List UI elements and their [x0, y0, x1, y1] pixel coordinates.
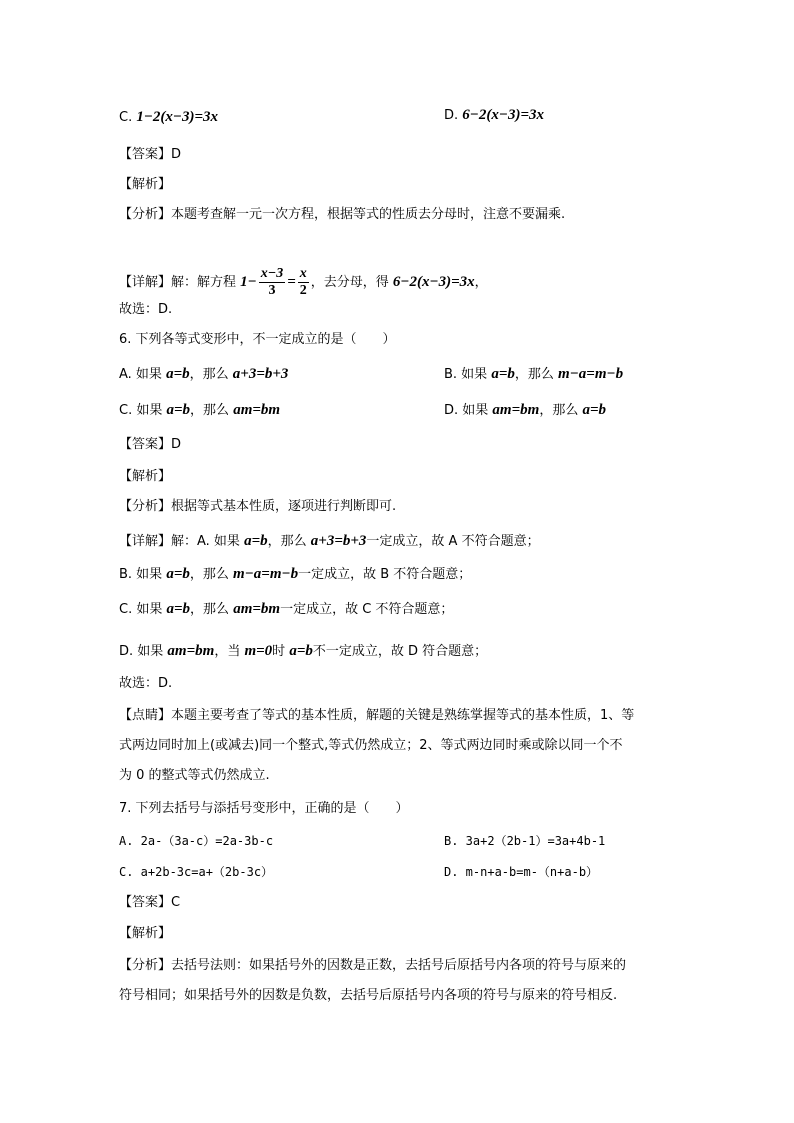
math-expression: =	[287, 274, 296, 290]
text-line	[119, 146, 181, 164]
text: D.	[444, 108, 463, 123]
math-expression: am=bm	[492, 402, 540, 418]
text: D. 如果	[444, 403, 493, 418]
text: 【答案】D	[119, 147, 182, 162]
text: 7. 下列去括号与添括号变形中，正确的是（ ）	[119, 801, 409, 816]
text: 一定成立，故 C 不符合题意；	[280, 602, 454, 617]
text-line	[119, 925, 171, 943]
text: C. 如果	[119, 602, 167, 617]
text: 式两边同时加上(或减去)同一个整式,等式仍然成立；2、等式两边同时乘或除以同一个不	[119, 738, 623, 753]
text: 一定成立，故 A 不符合题意；	[366, 534, 540, 549]
fraction-numerator: x−3	[260, 266, 284, 281]
text: ，那么	[267, 534, 311, 549]
text: 不一定成立，故 D 符合题意；	[312, 644, 488, 659]
text: ，那么	[189, 567, 234, 582]
text: 【答案】C	[119, 895, 181, 910]
math-expression: 6−2(x−3)=3x	[392, 274, 475, 290]
fraction-denominator: 3	[268, 283, 276, 298]
math-expression: a=b	[166, 366, 190, 382]
text: 【解析】	[119, 469, 172, 484]
text: 【解析】	[119, 177, 172, 192]
text-line	[119, 565, 471, 584]
text-line	[119, 176, 171, 194]
text: B. 如果	[444, 367, 492, 382]
fraction-denominator: 2	[299, 283, 307, 298]
math-expression: a=b	[166, 402, 191, 418]
math-expression: a=b	[166, 566, 190, 582]
text-line	[119, 365, 288, 384]
text: 【点睛】本题主要考查了等式的基本性质，解题的关键是熟练掌握等式的基本性质，1、等	[119, 708, 635, 723]
math-expression: a+3=b+3	[310, 533, 367, 549]
text-line	[119, 987, 617, 1005]
math-fraction	[298, 266, 309, 299]
text-line	[119, 108, 218, 127]
text: 时	[272, 644, 290, 659]
text-line	[119, 642, 487, 661]
text: ，去分母，得	[310, 275, 393, 290]
text: 6. 下列各等式变形中，不一定成立的是（ ）	[119, 332, 396, 347]
text: 【分析】本题考查解一元一次方程，根据等式的性质去分母时，注意不要漏乘.	[119, 207, 566, 222]
text-line	[119, 206, 565, 224]
option-text: C. a+2b-3c=a+（2b-3c）	[119, 865, 274, 879]
math-expression: a=b	[244, 533, 268, 549]
text-line	[119, 832, 273, 851]
text-line	[119, 863, 273, 882]
math-expression: m−a=m−b	[558, 366, 624, 382]
text: 故选：D.	[119, 676, 173, 691]
text-line	[119, 800, 409, 818]
math-expression: am=bm	[233, 601, 281, 617]
text: 【分析】根据等式基本性质，逐项进行判断即可.	[119, 499, 397, 514]
text: B. 如果	[119, 567, 167, 582]
text-line	[444, 365, 623, 384]
text: D. 如果	[119, 644, 168, 659]
math-expression: 1−2(x−3)=3x	[136, 109, 219, 125]
option-text: D. m-n+a-b=m-（n+a-b）	[444, 865, 599, 879]
math-expression: 1−	[240, 274, 257, 290]
text-line	[119, 436, 181, 454]
text-line	[444, 106, 544, 125]
text: ，	[474, 275, 488, 290]
math-expression: a=b	[582, 402, 607, 418]
text-line	[119, 266, 488, 299]
text-line	[444, 832, 605, 851]
text: 【解析】	[119, 926, 172, 941]
math-expression: 6−2(x−3)=3x	[462, 107, 544, 123]
text-line	[119, 894, 180, 912]
text-line	[119, 498, 396, 516]
text-line	[119, 401, 280, 420]
text-line	[119, 532, 540, 551]
text-line	[119, 957, 626, 975]
text: 【答案】D	[119, 437, 182, 452]
text: ，那么	[189, 367, 233, 382]
text-line	[444, 863, 598, 882]
text: ，那么	[190, 602, 234, 617]
text-line	[119, 737, 623, 755]
text-line	[119, 707, 634, 725]
text: ，当	[214, 644, 245, 659]
text: 【详解】解：A. 如果	[119, 534, 245, 549]
math-expression: a=b	[491, 366, 515, 382]
text-line	[119, 767, 270, 785]
text: ，那么	[514, 367, 559, 382]
text: ，那么	[190, 403, 234, 418]
math-expression: am=bm	[233, 402, 281, 418]
option-text: A. 2a-（3a-c）=2a-3b-c	[119, 834, 274, 848]
text: A. 如果	[119, 367, 167, 382]
text-line	[119, 468, 171, 486]
text: 符号相同；如果括号外的因数是负数，去括号后原括号内各项的符号与原来的符号相反.	[119, 988, 618, 1003]
text-line	[119, 331, 396, 349]
text: 【详解】解：解方程	[119, 275, 241, 290]
text: 一定成立，故 B 不符合题意；	[298, 567, 472, 582]
math-expression: a=b	[166, 601, 191, 617]
text: C.	[119, 110, 137, 125]
math-expression: am=bm	[167, 643, 215, 659]
text: C. 如果	[119, 403, 167, 418]
text-line	[119, 600, 453, 619]
text-line	[444, 401, 606, 420]
text-line	[119, 675, 172, 693]
fraction-numerator: x	[299, 266, 307, 281]
math-expression: m=0	[244, 643, 273, 659]
math-expression: a+3=b+3	[232, 366, 289, 382]
text: 故选：D.	[119, 302, 173, 317]
text: ，那么	[539, 403, 583, 418]
math-fraction	[259, 266, 285, 299]
text: 【分析】去括号法则：如果括号外的因数是正数，去括号后原括号内各项的符号与原来的	[119, 958, 627, 973]
text: 为 0 的整式等式仍然成立.	[119, 768, 270, 783]
text-line	[119, 301, 172, 319]
math-expression: a=b	[289, 643, 313, 659]
math-expression: m−a=m−b	[233, 566, 299, 582]
option-text: B. 3a+2（2b-1）=3a+4b-1	[444, 834, 606, 848]
